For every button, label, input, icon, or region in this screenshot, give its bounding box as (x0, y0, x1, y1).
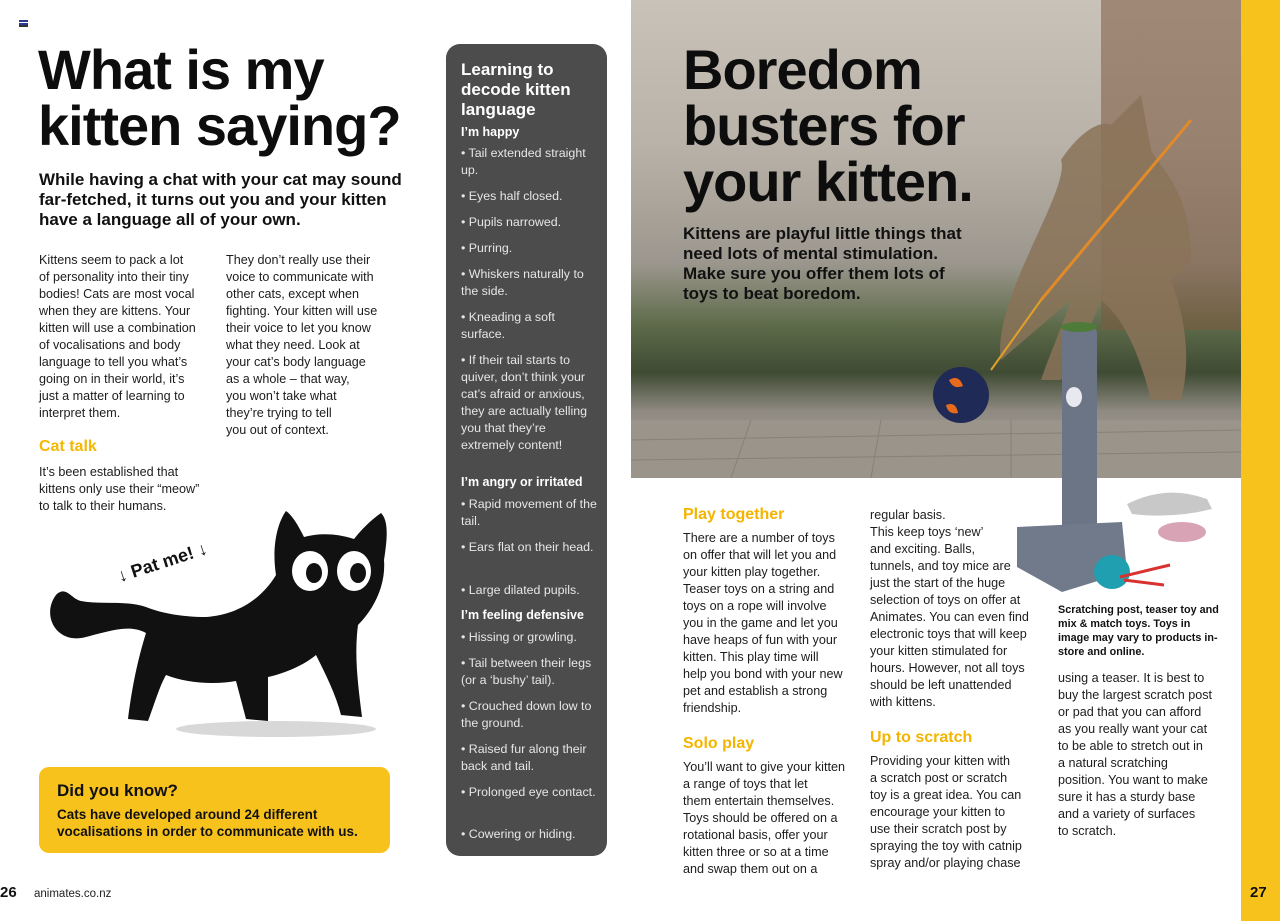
text-line: when they are kittens. Your (39, 304, 191, 318)
panel-list-item: • Whiskers naturally to the side. (461, 267, 584, 298)
text-line: your kitten play together. (683, 565, 821, 579)
text-line: and a variety of surfaces (1058, 807, 1196, 821)
text-line: kitten three or so at a time (683, 845, 829, 859)
panel-list-item: • Kneading a soft surface. (461, 310, 555, 341)
page-title-left: What is my kitten saying? (38, 38, 401, 157)
play-together-body (683, 530, 863, 717)
did-you-know-box (39, 767, 390, 853)
panel-list-item: • Cowering or hiding. (461, 827, 576, 841)
text-line: rotational basis, offer your (683, 828, 828, 842)
text-line: regular basis. (870, 508, 946, 522)
text-line: help you bond with your new (683, 667, 843, 681)
text-line: to be able to stretch out in (1058, 739, 1203, 753)
text-line: kitten. This play time will (683, 650, 819, 664)
text-line: electronic toys that will keep (870, 627, 1027, 641)
text-line: They don’t really use their (226, 253, 371, 267)
text-line: and swap them out on a (683, 862, 818, 876)
page-title-right: Boredom busters for your kitten. (683, 38, 973, 213)
website-footer: animates.co.nz (34, 888, 112, 900)
text-line: bodies! Cats are most vocal (39, 287, 195, 301)
text-line: of vocalisations and body (39, 338, 181, 352)
panel-title: Learning to decode kitten language (461, 60, 571, 119)
lead-right: Kittens are playful little things that need lots of mental stimulation. Make sure you offer them lots of toys to beat boredom. (683, 224, 962, 303)
text-line: spray and/or playing chase (870, 856, 1021, 870)
panel-list-item: • Crouched down low to the ground. (461, 699, 592, 730)
text-line: with kittens. (870, 695, 936, 709)
flag-mark (19, 20, 28, 27)
panel-list-item: • If their tail starts to quiver, don’t think your cat’s afraid or anxious, they are actually telling you that they’re extremely content! (461, 353, 588, 452)
right-column-3 (1058, 670, 1233, 840)
text-line: This keep toys ‘new’ (870, 525, 984, 539)
text-line: them entertain themselves. (683, 794, 835, 808)
text-line: on offer that will let you and (683, 548, 837, 562)
text-line: a scratch post or scratch (870, 771, 1008, 785)
text-line: should be left unattended (870, 678, 1012, 692)
text-line: buy the largest scratch post (1058, 688, 1213, 702)
text-line: pet and establish a strong (683, 684, 828, 698)
play-together-heading: Play together (683, 506, 785, 523)
up-to-scratch-body (870, 753, 1050, 872)
panel-list-item: • Rapid movement of the tail. (461, 497, 597, 528)
text-line: toy is a great idea. You can (870, 788, 1022, 802)
text-line: using a teaser. It is best to (1058, 671, 1205, 685)
solo-play-body (683, 759, 863, 878)
black-cat-illustration (36, 505, 396, 745)
text-line: It’s been established that (39, 465, 179, 479)
panel-list-item: • Hissing or growling. (461, 630, 577, 644)
panel-subheading: I’m angry or irritated (461, 475, 583, 489)
text-line: your kitten stimulated for (870, 644, 1008, 658)
did-you-know-title: Did you know? (57, 781, 178, 800)
page-number-right: 27 (1250, 884, 1267, 901)
text-line: kittens only use their “meow” (39, 482, 200, 496)
text-line: as a whole – that way, (226, 372, 350, 386)
panel-list-item: • Tail between their legs (or a ‘bushy’ tail). (461, 656, 592, 687)
text-line: interpret them. (39, 406, 121, 420)
text-line: toys on a rope will involve (683, 599, 827, 613)
text-line: what they need. Look at (226, 338, 360, 352)
text-line: have heaps of fun with your (683, 633, 838, 647)
text-line: of personality into their tiny (39, 270, 189, 284)
text-line: encourage your kitten to (870, 805, 1006, 819)
solo-play-heading: Solo play (683, 735, 755, 752)
text-line: your cat’s body language (226, 355, 366, 369)
left-column-1 (39, 252, 219, 422)
text-line: Teaser toys on a string and (683, 582, 835, 596)
did-you-know-body: Cats have developed around 24 different vocalisations in order to communicate with us. (57, 807, 358, 839)
text-line: fighting. Your kitten will use (226, 304, 378, 318)
text-line: their voice to let you know (226, 321, 371, 335)
text-line: selection of toys on offer at (870, 593, 1021, 607)
panel-subheading: I’m feeling defensive (461, 608, 584, 622)
panel-list-item: • Pupils narrowed. (461, 215, 562, 229)
text-line: a natural scratching (1058, 756, 1168, 770)
text-line: There are a number of toys (683, 531, 835, 545)
panel-subheading: I’m happy (461, 125, 520, 139)
panel-list-item: • Tail extended straight up. (461, 146, 586, 177)
panel-list-item: • Eyes half closed. (461, 189, 563, 203)
text-line: position. You want to make (1058, 773, 1208, 787)
text-line: you out of context. (226, 423, 329, 437)
panel-list-item: • Prolonged eye contact. (461, 785, 596, 799)
text-line: sure it has a sturdy base (1058, 790, 1196, 804)
kitten-language-panel (446, 44, 607, 856)
text-line: just the start of the huge (870, 576, 1006, 590)
text-line: you in the game and let you (683, 616, 838, 630)
lead-left: While having a chat with your cat may sound far-fetched, it turns out you and your kitten have a language all of your own. (39, 170, 402, 229)
text-line: use their scratch post by (870, 822, 1007, 836)
text-line: You’ll want to give your kitten (683, 760, 845, 774)
cat-talk-heading: Cat talk (39, 438, 97, 455)
panel-list-item: • Large dilated pupils. (461, 583, 580, 597)
text-line: they’re trying to tell (226, 406, 332, 420)
text-line: tunnels, and toy mice are (870, 559, 1011, 573)
panel-list-item: • Ears flat on their head. (461, 540, 594, 554)
text-line: Toys should be offered on a (683, 811, 838, 825)
text-line: to scratch. (1058, 824, 1117, 838)
text-line: voice to communicate with (226, 270, 374, 284)
panel-list-item: • Raised fur along their back and tail. (461, 742, 587, 773)
left-column-2 (226, 252, 416, 439)
text-line: spraying the toy with catnip (870, 839, 1022, 853)
text-line: you won’t take what (226, 389, 337, 403)
text-line: Providing your kitten with (870, 754, 1010, 768)
text-line: as you really want your cat (1058, 722, 1208, 736)
text-line: Kittens seem to pack a lot (39, 253, 184, 267)
yellow-edge-bar (1241, 0, 1280, 921)
text-line: kitten will use a combination (39, 321, 196, 335)
text-line: just a matter of learning to (39, 389, 185, 403)
text-line: language to tell you what’s (39, 355, 188, 369)
text-line: or pad that you can afford (1058, 705, 1202, 719)
up-to-scratch-heading: Up to scratch (870, 729, 973, 746)
cat-speech: ↓ Pat me! ↓ (115, 538, 210, 587)
text-line: to talk to their humans. (39, 499, 167, 513)
text-line: Animates. You can even find (870, 610, 1029, 624)
text-line: hours. However, not all toys (870, 661, 1025, 675)
text-line: other cats, except when (226, 287, 360, 301)
text-line: friendship. (683, 701, 742, 715)
text-line: going on in their world, it’s (39, 372, 185, 386)
panel-list-item: • Purring. (461, 241, 513, 255)
text-line: and exciting. Balls, (870, 542, 976, 556)
right-column-2-top (870, 507, 1050, 711)
toy-caption: Scratching post, teaser toy and mix & match toys. Toys in image may vary to products in-store and online. (1058, 604, 1219, 658)
page-number-left: 26 (0, 884, 17, 901)
text-line: a range of toys that let (683, 777, 808, 791)
